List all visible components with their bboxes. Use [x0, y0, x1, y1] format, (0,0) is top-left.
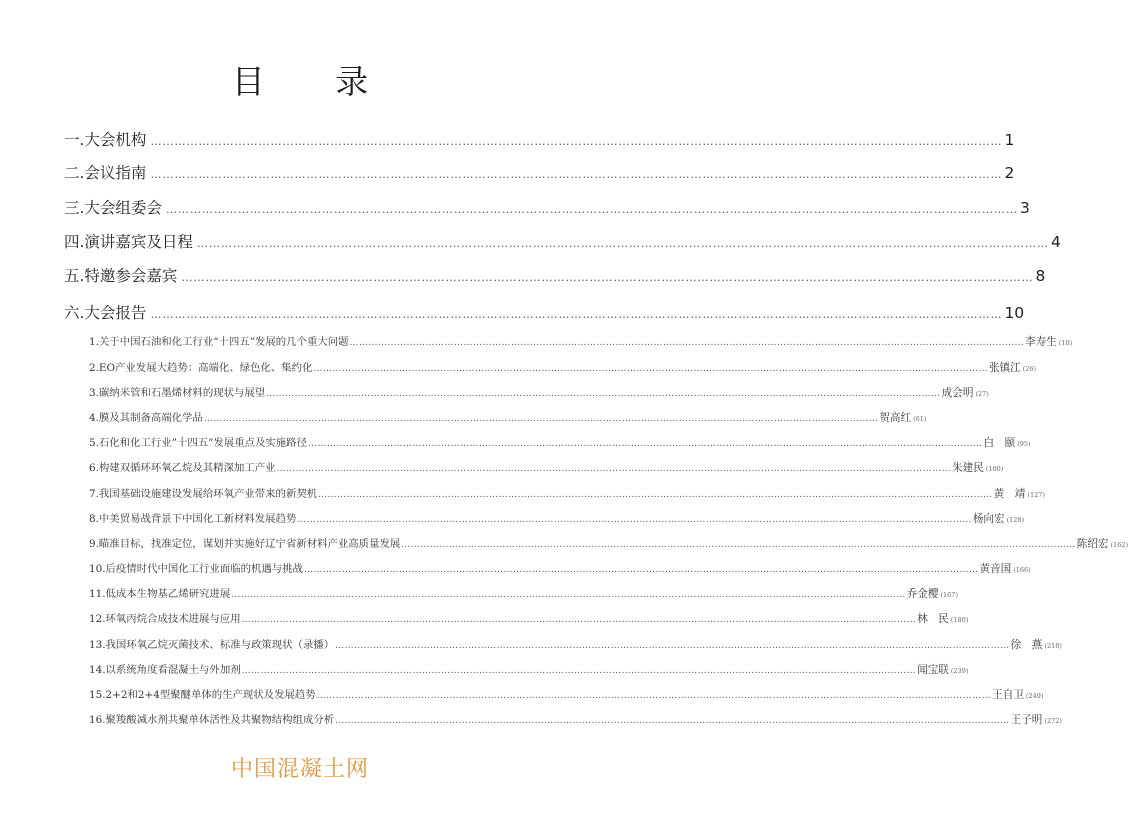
leader-dots: …………………………………………………………………………………………………………………………………………………………………………………………… [266, 389, 941, 399]
report-title: 15.2+2和2+4型聚醚单体的生产现状及发展趋势 [89, 689, 316, 701]
section-label: 一.大会机构 [64, 131, 147, 149]
leader-dots: …………………………………………………………………………………………………………………………………………………………………………………………… [241, 666, 917, 676]
leader-dots: …………………………………………………………………………………………………………………………………………………………………………………………… [150, 135, 1003, 148]
leader-dots: …………………………………………………………………………………………………………………………………………………………………………………………… [335, 641, 1010, 651]
report-author: 王子明 [1010, 714, 1043, 726]
report-author: 徐 燕 [1010, 639, 1043, 651]
report-page: (61) [913, 415, 927, 423]
report-page: (180) [950, 616, 969, 624]
report-author: 成会明 [941, 387, 974, 399]
report-page: (127) [1027, 491, 1045, 499]
report-author: 杨向宏 [972, 513, 1005, 525]
report-page: (239) [950, 667, 969, 675]
report-title: 12.环氧丙烷合成技术进展与应用 [89, 613, 241, 625]
report-page: (272) [1044, 717, 1062, 725]
leader-dots: …………………………………………………………………………………………………………………………………………………………………………………………… [241, 615, 917, 625]
report-title: 14.以系统角度看混凝土与外加剂 [89, 664, 241, 676]
leader-dots: …………………………………………………………………………………………………………………………………………………………………………………………… [150, 308, 1003, 321]
leader-dots: …………………………………………………………………………………………………………………………………………………………………………………………… [297, 515, 972, 525]
report-title: 11.低成本生物基乙烯研究进展 [89, 588, 231, 600]
report-title: 13.我国环氧乙烷灭菌技术、标准与政策现状（录播） [89, 639, 335, 651]
report-entry[interactable] [89, 585, 958, 603]
leader-dots: …………………………………………………………………………………………………………………………………………………………………………………………… [196, 237, 1049, 250]
leader-dots: …………………………………………………………………………………………………………………………………………………………………………………………… [335, 716, 1010, 726]
report-author: 白 颐 [983, 437, 1016, 449]
report-page: (27) [975, 390, 989, 398]
section-page: 2 [1004, 164, 1015, 182]
report-entry[interactable] [89, 333, 1073, 351]
report-entry[interactable] [89, 535, 1128, 553]
section-page: 10 [1004, 304, 1025, 322]
report-entry[interactable] [89, 610, 969, 628]
section-page: 3 [1019, 199, 1030, 217]
section-page: 4 [1050, 233, 1061, 251]
leader-dots: …………………………………………………………………………………………………………………………………………………………………………………………… [165, 203, 1018, 216]
report-page: (10) [1058, 339, 1073, 347]
leader-dots: …………………………………………………………………………………………………………………………………………………………………………………………… [203, 414, 879, 424]
report-page: (162) [1110, 541, 1128, 549]
leader-dots: …………………………………………………………………………………………………………………………………………………………………………………………… [316, 691, 992, 701]
toc-section[interactable] [64, 230, 1061, 254]
report-entry[interactable] [89, 459, 1004, 477]
report-author: 黄 靖 [993, 488, 1026, 500]
leader-dots: …………………………………………………………………………………………………………………………………………………………………………………………… [318, 490, 993, 500]
report-title: 3.碳纳米管和石墨烯材料的现状与展望 [89, 387, 266, 399]
report-page: (95) [1017, 440, 1031, 448]
report-title: 10.后疫情时代中国化工行业面临的机遇与挑战 [89, 563, 303, 575]
report-title: 8.中美贸易战背景下中国化工新材料发展趋势 [89, 513, 297, 525]
report-page: (166) [1013, 566, 1031, 574]
report-author: 李寿生 [1025, 336, 1057, 348]
toc-section[interactable] [64, 128, 1015, 152]
toc-section[interactable] [64, 161, 1015, 185]
leader-dots: …………………………………………………………………………………………………………………………………………………………………………………………… [303, 565, 979, 575]
report-entry[interactable] [89, 686, 1044, 704]
report-entry[interactable] [89, 485, 1045, 503]
leader-dots: …………………………………………………………………………………………………………………………………………………………………………………………… [231, 590, 906, 600]
report-author: 朱建民 [952, 462, 984, 474]
page-title: 目 录 [231, 62, 399, 101]
report-title: 6.构建双循环环氧乙烷及其精深加工产业 [89, 462, 276, 474]
report-page: (128) [1006, 516, 1025, 524]
section-page: 1 [1004, 131, 1015, 149]
watermark-logo: 中国混凝土网 [230, 757, 369, 782]
report-entry[interactable] [89, 636, 1062, 654]
report-entry[interactable] [89, 434, 1031, 452]
report-author: 张镇江 [988, 362, 1021, 374]
toc-section[interactable] [64, 301, 1025, 325]
leader-dots: …………………………………………………………………………………………………………………………………………………………………………………………… [313, 364, 988, 374]
report-title: 16.聚羧酸减水剂共聚单体活性及共聚物结构组成分析 [89, 714, 335, 726]
report-page: (249) [1025, 692, 1044, 700]
report-author: 闻宝联 [917, 664, 949, 676]
report-page: (26) [1022, 365, 1037, 373]
section-label: 六.大会报告 [64, 304, 147, 322]
report-title: 2.EO产业发展大趋势：高端化、绿色化、集约化 [89, 362, 313, 374]
leader-dots: …………………………………………………………………………………………………………………………………………………………………………………………… [150, 168, 1003, 181]
report-page: (100) [985, 465, 1004, 473]
report-entry[interactable] [89, 359, 1037, 377]
leader-dots: …………………………………………………………………………………………………………………………………………………………………………………………… [181, 271, 1034, 284]
leader-dots: …………………………………………………………………………………………………………………………………………………………………………………………… [349, 338, 1025, 348]
report-entry[interactable] [89, 384, 989, 402]
leader-dots: …………………………………………………………………………………………………………………………………………………………………………………………… [276, 464, 952, 474]
section-label: 五.特邀参会嘉宾 [64, 267, 178, 285]
toc-section[interactable] [64, 264, 1046, 288]
section-page: 8 [1035, 267, 1046, 285]
report-entry[interactable] [89, 409, 927, 427]
report-entry[interactable] [89, 510, 1025, 528]
report-entry[interactable] [89, 661, 969, 679]
section-label: 四.演讲嘉宾及日程 [64, 233, 193, 251]
report-author: 贺高红 [879, 412, 912, 424]
leader-dots: …………………………………………………………………………………………………………………………………………………………………………………………… [307, 439, 983, 449]
report-entry[interactable] [89, 560, 1031, 578]
toc-section[interactable] [64, 196, 1030, 220]
report-author: 乔金樱 [906, 588, 939, 600]
report-title: 9.瞄准目标，找准定位，谋划并实施好辽宁省新材料产业高质量发展 [89, 538, 401, 550]
report-title: 7.我国基础设施建设发展给环氧产业带来的新契机 [89, 488, 318, 500]
report-title: 4.膜及其制备高端化学品 [89, 412, 203, 424]
section-label: 三.大会组委会 [64, 199, 162, 217]
report-page: (167) [940, 591, 958, 599]
section-label: 二.会议指南 [64, 164, 147, 182]
report-entry[interactable] [89, 711, 1062, 729]
report-author: 林 民 [917, 613, 949, 625]
report-author: 黄音国 [979, 563, 1012, 575]
report-title: 5.石化和化工行业”十四五”发展重点及实施路径 [89, 437, 307, 449]
report-author: 陈绍宏 [1076, 538, 1109, 550]
report-author: 王自卫 [992, 689, 1024, 701]
report-page: (218) [1044, 642, 1062, 650]
leader-dots: …………………………………………………………………………………………………………………………………………………………………………………………… [401, 540, 1076, 550]
report-title: 1.关于中国石油和化工行业“十四五”发展的几个重大问题 [89, 336, 349, 348]
